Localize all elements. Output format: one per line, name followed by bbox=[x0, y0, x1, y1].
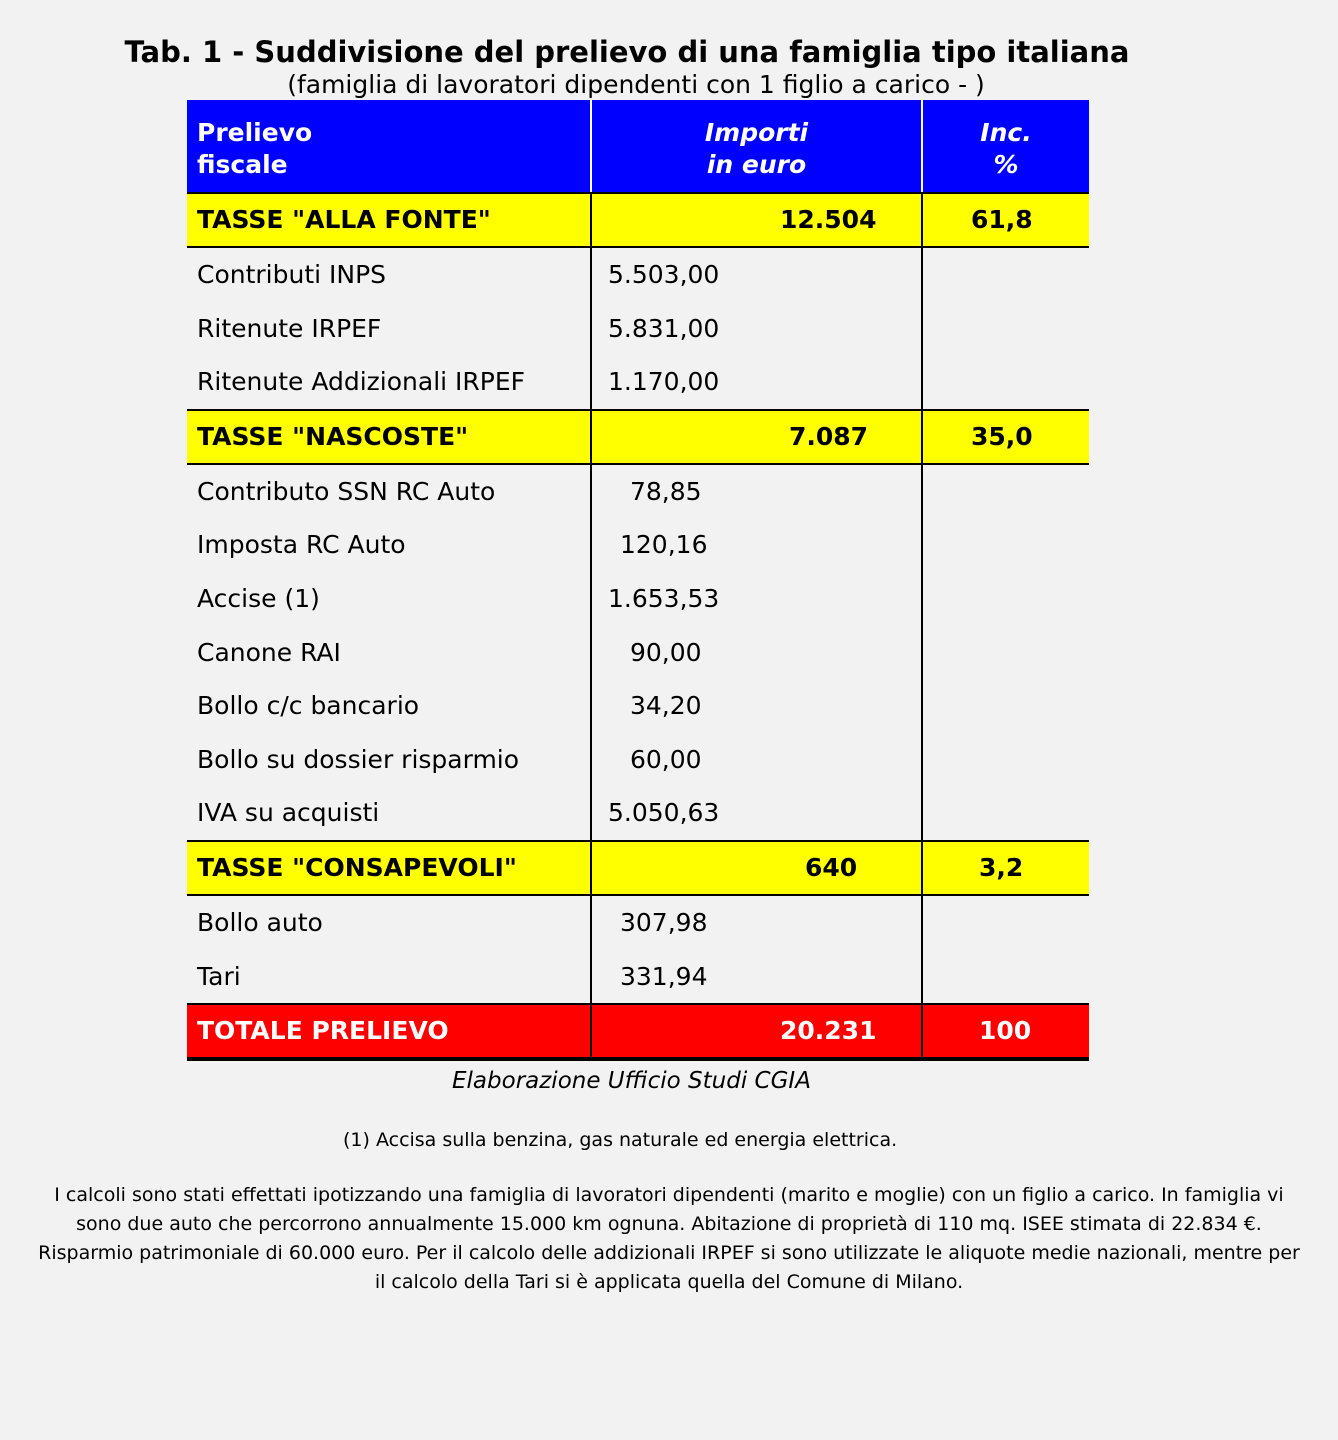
tax-table bbox=[187, 100, 1089, 1059]
section-percent: 35,0 bbox=[971, 421, 1033, 451]
table-row bbox=[187, 355, 1089, 409]
item-label: Canone RAI bbox=[187, 626, 592, 680]
item-label: Ritenute Addizionali IRPEF bbox=[187, 355, 592, 409]
item-label: Accise (1) bbox=[187, 572, 592, 626]
header-incidenza bbox=[923, 100, 1089, 192]
item-label: Tari bbox=[187, 950, 592, 1004]
section-percent: 61,8 bbox=[971, 205, 1033, 234]
section-percent: 3,2 bbox=[979, 852, 1024, 882]
table-row bbox=[187, 572, 1089, 626]
table-row bbox=[187, 518, 1089, 572]
section-row-nascoste bbox=[187, 409, 1089, 465]
item-label: Bollo su dossier risparmio bbox=[187, 733, 592, 787]
section-amount: 640 bbox=[805, 852, 858, 882]
methodology-notes: I calcoli sono stati effettati ipotizzando una famiglia di lavoratori dipendenti (marito e moglie) con un figlio a carico. In famiglia vi sono due auto che percorrono annualmente 15.000 km ognuna. Abitazione di proprietà di 110 mq. ISEE stimata di 22.834 €. Risparmio patrimoniale di 60.000 euro. Per il calcolo delle addizionali IRPEF si sono utilizzate le aliquote medie nazionali, mentre per il calcolo della Tari si è applicata quella del Comune di Milano. bbox=[38, 1184, 1300, 1293]
table-row bbox=[187, 302, 1089, 356]
section-row-alla-fonte bbox=[187, 192, 1089, 248]
item-amount: 307,98 bbox=[620, 907, 708, 937]
item-amount: 34,20 bbox=[630, 691, 702, 721]
item-amount: 60,00 bbox=[630, 744, 702, 774]
item-amount: 5.050,63 bbox=[608, 798, 720, 828]
table-bottom-border bbox=[187, 1059, 1089, 1061]
table-header bbox=[187, 100, 1089, 192]
header-incidenza-line1: Inc. bbox=[980, 118, 1032, 147]
table-row bbox=[187, 248, 1089, 302]
section-amount: 7.087 bbox=[789, 421, 869, 451]
header-prelievo-line1: Prelievo bbox=[197, 118, 313, 147]
item-amount: 1.170,00 bbox=[608, 367, 720, 397]
item-amount: 1.653,53 bbox=[608, 583, 720, 613]
section-label: TASSE "ALLA FONTE" bbox=[187, 194, 592, 246]
section-amount: 12.504 bbox=[780, 205, 877, 234]
header-prelievo bbox=[187, 100, 592, 192]
item-amount: 120,16 bbox=[620, 530, 708, 560]
total-row bbox=[187, 1003, 1089, 1059]
page-subtitle: (famiglia di lavoratori dipendenti con 1 figlio a carico - ) bbox=[287, 70, 985, 99]
total-amount: 20.231 bbox=[780, 1016, 877, 1046]
table-row bbox=[187, 950, 1089, 1004]
page-title: Tab. 1 - Suddivisione del prelievo di una famiglia tipo italiana bbox=[124, 35, 1130, 69]
item-label: Contributo SSN RC Auto bbox=[187, 465, 592, 519]
item-label: Contributi INPS bbox=[187, 248, 592, 302]
item-amount: 78,85 bbox=[630, 476, 702, 506]
section-label: TASSE "NASCOSTE" bbox=[187, 411, 592, 463]
table-row bbox=[187, 626, 1089, 680]
item-label: Bollo auto bbox=[187, 896, 592, 950]
total-percent: 100 bbox=[979, 1016, 1032, 1046]
item-amount: 5.503,00 bbox=[608, 260, 720, 289]
item-amount: 90,00 bbox=[630, 637, 702, 667]
total-label: TOTALE PRELIEVO bbox=[187, 1005, 592, 1057]
source-note: Elaborazione Ufficio Studi CGIA bbox=[452, 1068, 811, 1094]
section-label: TASSE "CONSAPEVOLI" bbox=[187, 842, 592, 894]
item-amount: 331,94 bbox=[620, 961, 708, 991]
table-row bbox=[187, 679, 1089, 733]
table-row bbox=[187, 465, 1089, 519]
table-row bbox=[187, 896, 1089, 950]
item-label: IVA su acquisti bbox=[187, 786, 592, 840]
header-importi bbox=[592, 100, 923, 192]
item-label: Bollo c/c bancario bbox=[187, 679, 592, 733]
header-prelievo-line2: fiscale bbox=[197, 150, 288, 179]
header-incidenza-line2: % bbox=[993, 150, 1019, 179]
item-label: Ritenute IRPEF bbox=[187, 302, 592, 356]
table-row bbox=[187, 733, 1089, 787]
item-amount: 5.831,00 bbox=[608, 313, 720, 343]
item-label: Imposta RC Auto bbox=[187, 518, 592, 572]
footnote: (1) Accisa sulla benzina, gas naturale ed energia elettrica. bbox=[343, 1129, 898, 1151]
header-importi-line1: Importi bbox=[704, 118, 809, 147]
section-row-consapevoli bbox=[187, 840, 1089, 896]
header-importi-line2: in euro bbox=[706, 150, 807, 179]
table-row bbox=[187, 786, 1089, 840]
